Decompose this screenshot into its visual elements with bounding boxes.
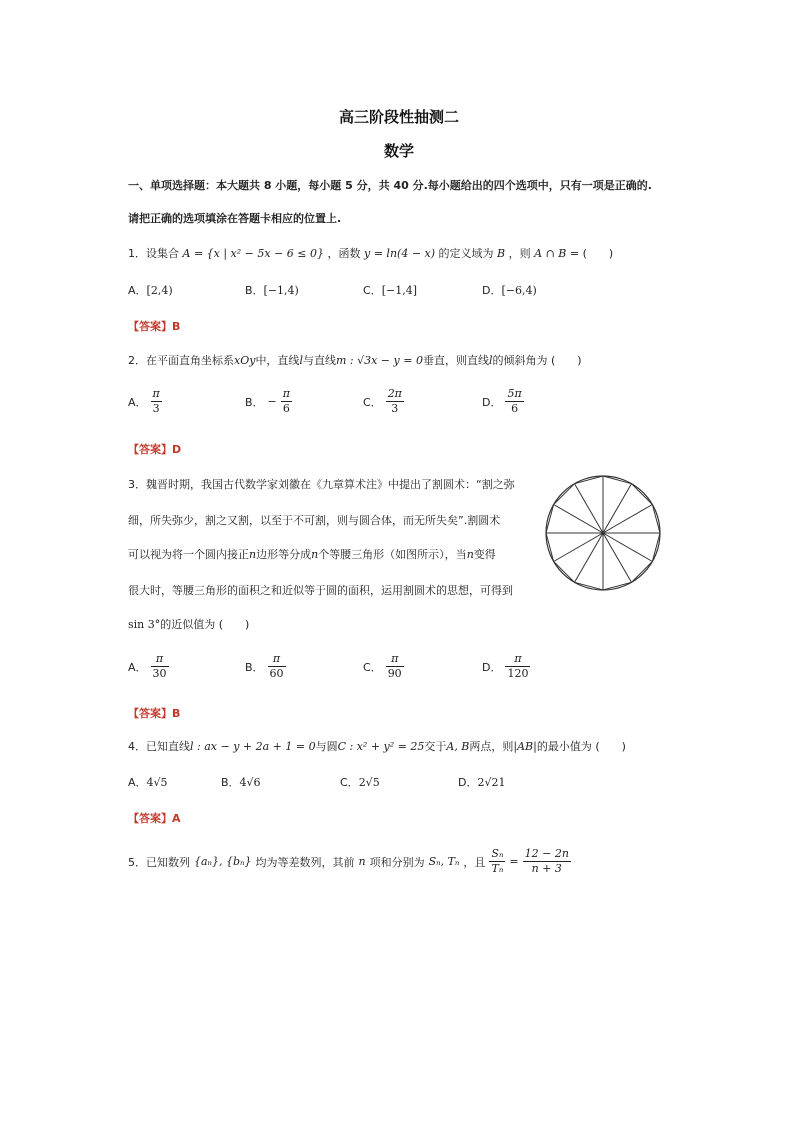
q4-answer: 【答案】A xyxy=(128,812,181,825)
spoke-line xyxy=(554,505,603,534)
q3-option-c: C． $\frac{\pi}{90}$ xyxy=(363,652,402,680)
q1-prefix: 1．设集合 xyxy=(128,247,179,260)
q1-option-c: C．[−1,4] xyxy=(363,284,417,297)
spoke-line xyxy=(603,533,632,582)
subject-title: 数学 xyxy=(384,142,415,160)
q2-line-m: m : √3x − y = 0 xyxy=(335,354,423,367)
spoke-line xyxy=(575,484,604,533)
q4-line-l: l : ax − y + 2a + 1 = 0 xyxy=(190,740,316,753)
q3-line-3: 可以视为将一个圆内接正n边形等分成n个等腰三角形（如图所示），当n变得 xyxy=(128,548,496,561)
spoke-line xyxy=(603,505,652,534)
q1-text: ，函数 xyxy=(327,247,361,260)
q2-answer: 【答案】D xyxy=(128,443,182,456)
q3-option-a: A． $\frac{\pi}{30}$ xyxy=(128,652,167,680)
inscribed-polygon-figure xyxy=(543,473,663,593)
q1-function: y = ln(4 − x) xyxy=(364,247,436,260)
q3-line-5: sin 3°的近似值为 ( ) xyxy=(128,618,250,631)
section-instruction: 请把正确的选项填涂在答题卡相应的位置上. xyxy=(128,212,342,225)
q1-suffix: = ( ) xyxy=(569,247,614,260)
q1-set-b: B xyxy=(497,247,506,260)
q2-option-b: B． − $\frac{\pi}{6}$ xyxy=(245,387,290,415)
question-2-stem: 2．在平面直角坐标系xOy中，直线l与直线m : √3x − y = 0垂直，则直线l的倾斜角为 ( ) xyxy=(128,354,582,367)
section-heading: 一、单项选择题：本大题共 8 小题，每小题 5 分，共 40 分.每小题给出的四个选项中，只有一项是正确的. xyxy=(128,179,652,192)
q3-line-4: 很大时，等腰三角形的面积之和近似等于圆的面积，运用割圆术的思想，可得到 xyxy=(128,584,513,597)
q3-answer: 【答案】B xyxy=(128,707,181,720)
q1-answer: 【答案】B xyxy=(128,320,181,333)
q1-option-a: A．[2,4) xyxy=(128,284,173,297)
q1-expression: A ∩ B xyxy=(534,247,567,260)
spoke-line xyxy=(603,484,632,533)
q4-circle-c: C : x² + y² = 25 xyxy=(337,740,425,753)
q1-text-3: ，则 xyxy=(508,247,531,260)
question-5-stem: 5．已知数列 {aₙ}, {bₙ} 均为等差数列，其前 n 项和分别为 Sₙ, Tₙ ，且 $\frac{\text{Sₙ}}{\text{Tₙ}}$ = $\frac{12 - 2n}{n + 3}$ xyxy=(128,847,569,875)
q2-option-c: C． $\frac{2\pi}{3}$ xyxy=(363,387,402,415)
q4-option-c: C．2√5 xyxy=(340,776,380,789)
page-title: 高三阶段性抽测二 xyxy=(339,108,460,126)
q1-set-a: A = {x | x² − 5x − 6 ≤ 0} xyxy=(182,247,324,260)
spoke-line xyxy=(575,533,604,582)
q3-line-2: 细，所失弥少，割之又割，以至于不可割，则与圆合体，而无所失矣”.割圆术 xyxy=(128,514,501,527)
q2-option-d: D． $\frac{5\pi}{6}$ xyxy=(482,387,522,415)
q3-option-b: B． $\frac{\pi}{60}$ xyxy=(245,652,284,680)
spoke-line xyxy=(554,533,603,562)
q4-option-d: D．2√21 xyxy=(458,776,506,789)
q1-option-d: D．[−6,4) xyxy=(482,284,537,297)
q5-sequences: {aₙ}, {bₙ} xyxy=(194,855,252,868)
q1-text-2: 的定义域为 xyxy=(438,247,494,260)
q3-option-d: D． $\frac{\pi}{120}$ xyxy=(482,652,529,680)
q4-option-b: B．4√6 xyxy=(221,776,261,789)
q1-option-b: B．[−1,4) xyxy=(245,284,299,297)
q2-coord-system: xOy xyxy=(234,354,256,367)
q2-option-a: A． $\frac{\pi}{3}$ xyxy=(128,387,160,415)
q5-ratio-lhs: $\frac{\text{Sₙ}}{\text{Tₙ}}$ xyxy=(491,847,504,875)
q4-option-a: A．4√5 xyxy=(128,776,168,789)
question-1-stem xyxy=(128,245,613,261)
q3-line-1: 3．魏晋时期，我国古代数学家刘徽在《九章算术注》中提出了割圆术：“割之弥 xyxy=(128,478,515,491)
spoke-line xyxy=(603,533,652,562)
q5-ratio-rhs: $\frac{12 - 2n}{n + 3}$ xyxy=(524,847,569,875)
question-4-stem: 4．已知直线l : ax − y + 2a + 1 = 0与圆C : x² + y² = 25交于A, B两点，则|AB|的最小值为 ( ) xyxy=(128,740,626,753)
q3-sin: sin 3° xyxy=(128,618,161,631)
